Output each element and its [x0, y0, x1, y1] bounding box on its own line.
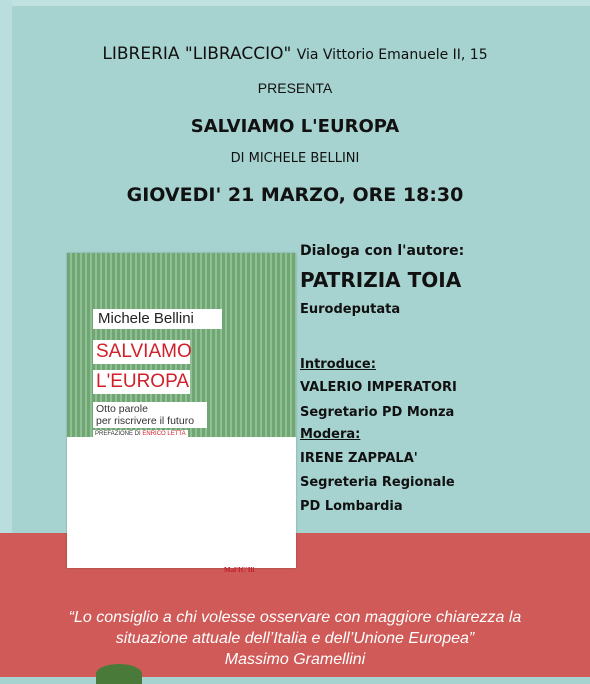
intro-role: Segretario PD Monza [300, 405, 455, 420]
moderator-role2: PD Lombardia [300, 499, 403, 514]
quote-source: Massimo Gramellini [224, 651, 366, 668]
book-preface [93, 430, 188, 438]
frame-top [0, 0, 590, 6]
moderator-label: Modera: [300, 427, 361, 442]
store-line [0, 44, 590, 64]
event-author: DI MICHELE BELLINI [230, 151, 360, 166]
dialogue-role: Eurodeputata [300, 302, 401, 317]
intro-name: VALERIO IMPERATORI [300, 380, 457, 395]
book-title-line2: L'EUROPA [93, 370, 190, 394]
book-preface-label: PREFAZIONE DI [95, 431, 141, 437]
book-subtitle-line1: Otto parole [96, 403, 148, 415]
dialogue-label: Dialoga con l'autore: [300, 243, 465, 259]
green-logo-fragment [96, 664, 142, 684]
moderator-name: IRENE ZAPPALA' [300, 451, 418, 466]
store-address: Via Vittorio Emanuele II, 15 [296, 47, 488, 63]
store-name: LIBRERIA "LIBRACCIO" [102, 44, 292, 64]
dialogue-name: PATRIZIA TOIA [300, 268, 462, 292]
book-publisher-logo: Mal'IC'Ili [224, 566, 255, 574]
book-preface-name: ENRICO LETTA [142, 431, 186, 437]
book-cover [67, 253, 296, 574]
moderator-role1: Segreteria Regionale [300, 475, 455, 490]
intro-label: Introduce: [300, 357, 376, 372]
event-title: SALVIAMO L'EUROPA [190, 116, 400, 137]
book-title-line1: SALVIAMO [93, 340, 190, 364]
quote-line1: “Lo consiglio a chi volesse osservare con maggiore chiarezza la [68, 609, 522, 626]
book-author: Michele Bellini [93, 309, 222, 329]
event-date: GIOVEDI' 21 MARZO, ORE 18:30 [126, 184, 464, 206]
quote-line2: situazione attuale dell’Italia e dell’Unione Europea” [115, 630, 475, 647]
book-subtitle-line2: per riscrivere il futuro [96, 415, 195, 427]
book-subtitle [93, 402, 207, 428]
presents-label: PRESENTA [257, 80, 333, 96]
